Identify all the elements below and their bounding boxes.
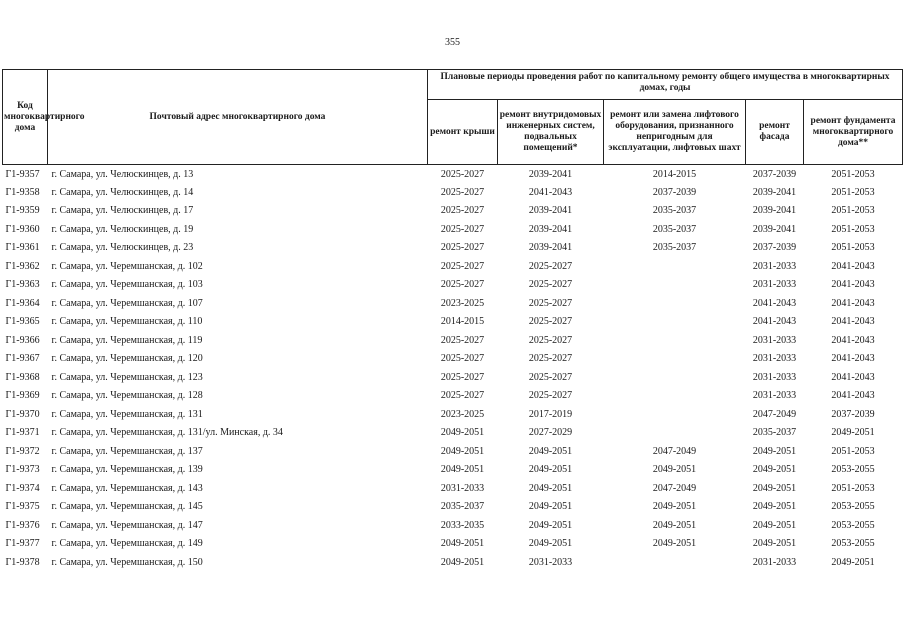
table-row bbox=[3, 276, 903, 295]
cell-foundation: 2051-2053 bbox=[831, 223, 875, 235]
cell-elevator: 2037-2039 bbox=[652, 186, 697, 198]
cell-roof: 2049-2051 bbox=[440, 556, 485, 568]
cell-code: Г1-9362 bbox=[5, 260, 40, 272]
cell-elevator bbox=[604, 368, 746, 387]
table-row bbox=[3, 350, 903, 369]
table-row bbox=[3, 535, 903, 554]
cell-address: г. Самара, ул. Черемшанская, д. 147 bbox=[51, 519, 203, 531]
cell-facade: 2049-2051 bbox=[752, 501, 797, 513]
cell-foundation: 2051-2053 bbox=[831, 186, 875, 198]
cell-roof: 2033-2035 bbox=[440, 519, 485, 531]
cell-foundation: 2049-2051 bbox=[831, 556, 875, 568]
header-foundation: ремонт фундамента многоквартирного дома** bbox=[804, 100, 903, 165]
cell-systems: 2049-2051 bbox=[528, 464, 573, 476]
header-facade: ремонт фасада bbox=[746, 100, 804, 165]
header-elevator: ремонт или замена лифтового оборудования, признанного непригодным для эксплуатации, лифтовых шахт bbox=[604, 100, 746, 165]
cell-facade: 2049-2051 bbox=[752, 538, 797, 550]
cell-systems: 2039-2041 bbox=[528, 205, 573, 217]
cell-address: г. Самара, ул. Челюскинцев, д. 17 bbox=[51, 205, 194, 217]
cell-facade: 2049-2051 bbox=[752, 519, 797, 531]
table-header bbox=[3, 70, 903, 165]
cell-roof: 2025-2027 bbox=[440, 390, 485, 402]
cell-elevator: 2035-2037 bbox=[652, 223, 697, 235]
cell-address: г. Самара, ул. Черемшанская, д. 120 bbox=[51, 353, 203, 365]
cell-facade: 2035-2037 bbox=[752, 427, 797, 439]
cell-code: Г1-9359 bbox=[5, 205, 40, 217]
cell-foundation: 2041-2043 bbox=[831, 297, 875, 309]
cell-facade: 2049-2051 bbox=[752, 482, 797, 494]
cell-roof: 2014-2015 bbox=[440, 316, 485, 328]
cell-code: Г1-9357 bbox=[5, 168, 40, 180]
cell-foundation: 2051-2053 bbox=[831, 445, 875, 457]
header-periods: Плановые периоды проведения работ по капитальному ремонту общего имущества в многоквартирных домах, годы bbox=[428, 70, 903, 100]
capital-repair-schedule-table bbox=[2, 69, 903, 572]
table-row bbox=[3, 313, 903, 332]
cell-address: г. Самара, ул. Черемшанская, д. 119 bbox=[51, 334, 203, 346]
cell-systems: 2017-2019 bbox=[528, 408, 573, 420]
cell-code: Г1-9361 bbox=[5, 242, 40, 254]
cell-facade: 2031-2033 bbox=[752, 334, 797, 346]
cell-facade: 2047-2049 bbox=[752, 408, 797, 420]
header-roof: ремонт крыши bbox=[428, 100, 498, 165]
cell-elevator bbox=[604, 313, 746, 332]
cell-address: г. Самара, ул. Черемшанская, д. 110 bbox=[51, 316, 203, 328]
cell-facade: 2049-2051 bbox=[752, 464, 797, 476]
cell-elevator: 2035-2037 bbox=[652, 242, 697, 254]
cell-address: г. Самара, ул. Черемшанская, д. 131/ул. Минская, д. 34 bbox=[51, 427, 283, 439]
cell-address: г. Самара, ул. Черемшанская, д. 143 bbox=[51, 482, 203, 494]
cell-facade: 2039-2041 bbox=[752, 205, 797, 217]
cell-facade: 2041-2043 bbox=[752, 316, 797, 328]
cell-roof: 2023-2025 bbox=[440, 297, 485, 309]
cell-systems: 2049-2051 bbox=[528, 538, 573, 550]
cell-elevator: 2049-2051 bbox=[652, 501, 697, 513]
cell-address: г. Самара, ул. Черемшанская, д. 137 bbox=[51, 445, 203, 457]
cell-systems: 2025-2027 bbox=[528, 371, 573, 383]
cell-roof: 2049-2051 bbox=[440, 445, 485, 457]
cell-address: г. Самара, ул. Черемшанская, д. 107 bbox=[51, 297, 203, 309]
cell-elevator: 2014-2015 bbox=[652, 168, 697, 180]
cell-code: Г1-9365 bbox=[5, 316, 40, 328]
cell-systems: 2039-2041 bbox=[528, 168, 573, 180]
cell-foundation: 2053-2055 bbox=[831, 464, 875, 476]
cell-systems: 2031-2033 bbox=[528, 556, 573, 568]
page-number: 355 bbox=[445, 37, 460, 48]
cell-roof: 2025-2027 bbox=[440, 260, 485, 272]
cell-roof: 2031-2033 bbox=[440, 482, 485, 494]
cell-code: Г1-9373 bbox=[5, 464, 40, 476]
cell-facade: 2039-2041 bbox=[752, 186, 797, 198]
table-row bbox=[3, 239, 903, 258]
cell-address: г. Самара, ул. Челюскинцев, д. 13 bbox=[51, 168, 194, 180]
cell-elevator bbox=[604, 350, 746, 369]
cell-foundation: 2049-2051 bbox=[831, 427, 875, 439]
cell-foundation: 2041-2043 bbox=[831, 260, 875, 272]
cell-code: Г1-9358 bbox=[5, 186, 40, 198]
cell-systems: 2041-2043 bbox=[528, 186, 573, 198]
cell-systems: 2025-2027 bbox=[528, 390, 573, 402]
cell-facade: 2031-2033 bbox=[752, 353, 797, 365]
cell-systems: 2049-2051 bbox=[528, 482, 573, 494]
cell-code: Г1-9376 bbox=[5, 519, 40, 531]
cell-foundation: 2051-2053 bbox=[831, 205, 875, 217]
cell-systems: 2039-2041 bbox=[528, 223, 573, 235]
cell-facade: 2031-2033 bbox=[752, 279, 797, 291]
cell-code: Г1-9367 bbox=[5, 353, 40, 365]
cell-roof: 2025-2027 bbox=[440, 371, 485, 383]
cell-elevator bbox=[604, 257, 746, 276]
cell-elevator bbox=[604, 387, 746, 406]
cell-elevator: 2049-2051 bbox=[652, 519, 697, 531]
table-row bbox=[3, 405, 903, 424]
cell-address: г. Самара, ул. Челюскинцев, д. 19 bbox=[51, 223, 194, 235]
cell-roof: 2023-2025 bbox=[440, 408, 485, 420]
cell-foundation: 2053-2055 bbox=[831, 501, 875, 513]
cell-code: Г1-9372 bbox=[5, 445, 40, 457]
header-systems: ремонт внутридомовых инженерных систем, подвальных помещений* bbox=[498, 100, 604, 165]
cell-facade: 2039-2041 bbox=[752, 223, 797, 235]
cell-foundation: 2041-2043 bbox=[831, 316, 875, 328]
table-row bbox=[3, 294, 903, 313]
cell-code: Г1-9370 bbox=[5, 408, 40, 420]
cell-roof: 2025-2027 bbox=[440, 205, 485, 217]
table-row bbox=[3, 257, 903, 276]
cell-elevator: 2049-2051 bbox=[652, 464, 697, 476]
cell-address: г. Самара, ул. Черемшанская, д. 103 bbox=[51, 279, 203, 291]
cell-code: Г1-9368 bbox=[5, 371, 40, 383]
cell-facade: 2031-2033 bbox=[752, 390, 797, 402]
cell-code: Г1-9375 bbox=[5, 501, 40, 513]
cell-code: Г1-9369 bbox=[5, 390, 40, 402]
table-row bbox=[3, 461, 903, 480]
cell-code: Г1-9374 bbox=[5, 482, 40, 494]
cell-roof: 2049-2051 bbox=[440, 464, 485, 476]
cell-systems: 2025-2027 bbox=[528, 279, 573, 291]
cell-systems: 2025-2027 bbox=[528, 334, 573, 346]
cell-elevator bbox=[604, 276, 746, 295]
cell-elevator bbox=[604, 553, 746, 572]
cell-address: г. Самара, ул. Черемшанская, д. 149 bbox=[51, 538, 203, 550]
table-row bbox=[3, 424, 903, 443]
cell-systems: 2039-2041 bbox=[528, 242, 573, 254]
table-row bbox=[3, 387, 903, 406]
header-code: Код многоквартирного дома bbox=[3, 70, 48, 165]
cell-code: Г1-9371 bbox=[5, 427, 40, 439]
cell-address: г. Самара, ул. Черемшанская, д. 123 bbox=[51, 371, 203, 383]
cell-facade: 2031-2033 bbox=[752, 371, 797, 383]
header-address: Почтовый адрес многоквартирного дома bbox=[48, 70, 428, 165]
cell-roof: 2025-2027 bbox=[440, 223, 485, 235]
cell-facade: 2031-2033 bbox=[752, 260, 797, 272]
cell-foundation: 2053-2055 bbox=[831, 538, 875, 550]
table-row bbox=[3, 516, 903, 535]
cell-foundation: 2041-2043 bbox=[831, 279, 875, 291]
cell-facade: 2031-2033 bbox=[752, 556, 797, 568]
cell-foundation: 2053-2055 bbox=[831, 519, 875, 531]
cell-code: Г1-9366 bbox=[5, 334, 40, 346]
cell-roof: 2049-2051 bbox=[440, 427, 485, 439]
table-row bbox=[3, 442, 903, 461]
cell-facade: 2037-2039 bbox=[752, 242, 797, 254]
table-body bbox=[3, 165, 903, 572]
cell-roof: 2025-2027 bbox=[440, 334, 485, 346]
cell-code: Г1-9364 bbox=[5, 297, 40, 309]
cell-foundation: 2051-2053 bbox=[831, 482, 875, 494]
cell-code: Г1-9363 bbox=[5, 279, 40, 291]
cell-address: г. Самара, ул. Черемшанская, д. 139 bbox=[51, 464, 203, 476]
cell-address: г. Самара, ул. Черемшанская, д. 131 bbox=[51, 408, 203, 420]
cell-foundation: 2041-2043 bbox=[831, 334, 875, 346]
cell-roof: 2025-2027 bbox=[440, 353, 485, 365]
table-row bbox=[3, 479, 903, 498]
cell-systems: 2027-2029 bbox=[528, 427, 573, 439]
cell-roof: 2025-2027 bbox=[440, 168, 485, 180]
cell-systems: 2025-2027 bbox=[528, 316, 573, 328]
cell-systems: 2049-2051 bbox=[528, 519, 573, 531]
cell-code: Г1-9378 bbox=[5, 556, 40, 568]
cell-elevator bbox=[604, 294, 746, 313]
cell-foundation: 2041-2043 bbox=[831, 371, 875, 383]
cell-facade: 2037-2039 bbox=[752, 168, 797, 180]
cell-foundation: 2041-2043 bbox=[831, 390, 875, 402]
cell-elevator: 2035-2037 bbox=[652, 205, 697, 217]
cell-elevator bbox=[604, 331, 746, 350]
cell-foundation: 2037-2039 bbox=[831, 408, 875, 420]
cell-elevator bbox=[604, 405, 746, 424]
cell-systems: 2049-2051 bbox=[528, 501, 573, 513]
cell-code: Г1-9377 bbox=[5, 538, 40, 550]
cell-systems: 2025-2027 bbox=[528, 297, 573, 309]
table-row bbox=[3, 368, 903, 387]
table-row bbox=[3, 165, 903, 184]
cell-code: Г1-9360 bbox=[5, 223, 40, 235]
cell-foundation: 2051-2053 bbox=[831, 168, 875, 180]
cell-address: г. Самара, ул. Черемшанская, д. 102 bbox=[51, 260, 203, 272]
cell-address: г. Самара, ул. Черемшанская, д. 128 bbox=[51, 390, 203, 402]
cell-roof: 2025-2027 bbox=[440, 242, 485, 254]
table-row bbox=[3, 331, 903, 350]
cell-address: г. Самара, ул. Черемшанская, д. 150 bbox=[51, 556, 203, 568]
cell-roof: 2025-2027 bbox=[440, 279, 485, 291]
table-row bbox=[3, 183, 903, 202]
table-row bbox=[3, 498, 903, 517]
cell-elevator: 2049-2051 bbox=[652, 538, 697, 550]
cell-roof: 2025-2027 bbox=[440, 186, 485, 198]
cell-elevator: 2047-2049 bbox=[652, 482, 697, 494]
cell-systems: 2049-2051 bbox=[528, 445, 573, 457]
cell-foundation: 2041-2043 bbox=[831, 353, 875, 365]
cell-systems: 2025-2027 bbox=[528, 260, 573, 272]
cell-roof: 2049-2051 bbox=[440, 538, 485, 550]
table-row bbox=[3, 202, 903, 221]
cell-facade: 2049-2051 bbox=[752, 445, 797, 457]
cell-address: г. Самара, ул. Челюскинцев, д. 14 bbox=[51, 186, 194, 198]
cell-foundation: 2051-2053 bbox=[831, 242, 875, 254]
cell-elevator bbox=[604, 424, 746, 443]
cell-elevator: 2047-2049 bbox=[652, 445, 697, 457]
table-row bbox=[3, 553, 903, 572]
cell-address: г. Самара, ул. Челюскинцев, д. 23 bbox=[51, 242, 194, 254]
cell-roof: 2035-2037 bbox=[440, 501, 485, 513]
cell-address: г. Самара, ул. Черемшанская, д. 145 bbox=[51, 501, 203, 513]
cell-facade: 2041-2043 bbox=[752, 297, 797, 309]
cell-systems: 2025-2027 bbox=[528, 353, 573, 365]
table-row bbox=[3, 220, 903, 239]
